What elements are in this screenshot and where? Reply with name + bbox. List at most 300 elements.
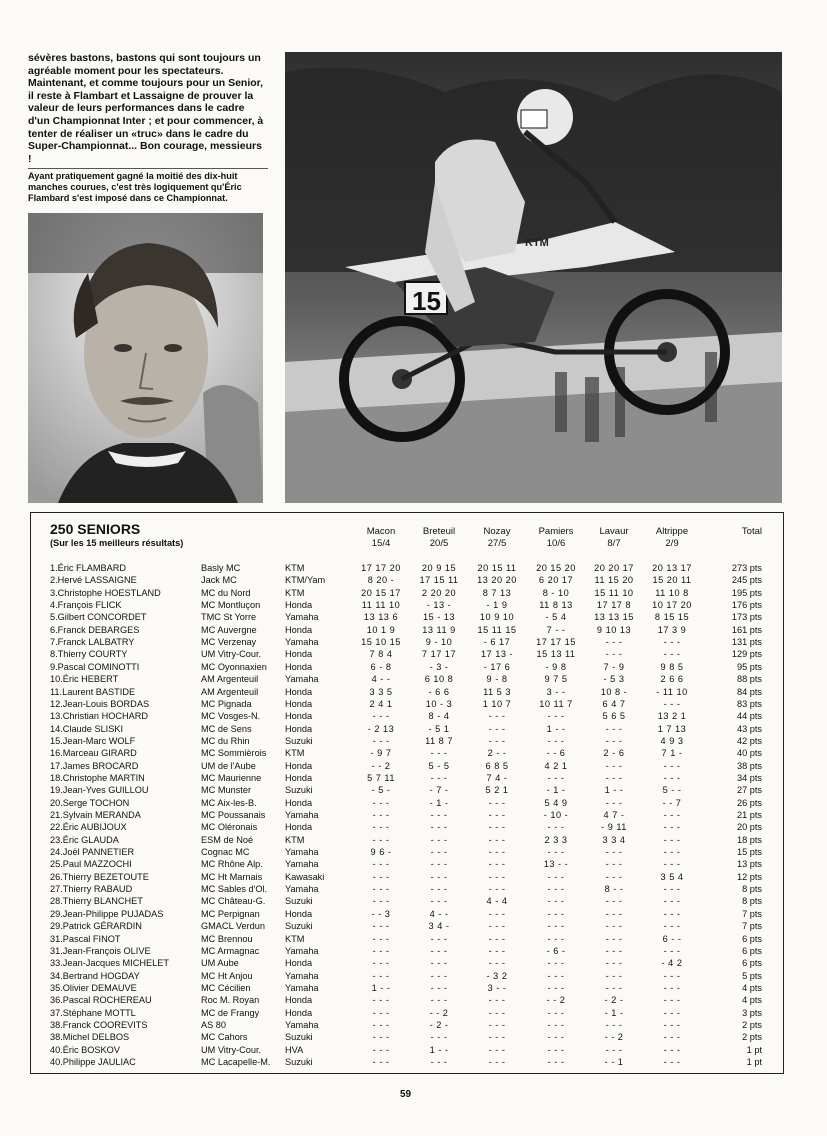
rider-total: 4 pts bbox=[742, 995, 762, 1006]
race-result: - 5 3 bbox=[603, 674, 625, 685]
race-result: 17 17 8 bbox=[596, 600, 632, 611]
race-result: - - 3 bbox=[371, 908, 391, 919]
race-result: - - - bbox=[430, 884, 448, 895]
race-result: - - - bbox=[605, 945, 623, 956]
race-result: - - - bbox=[663, 822, 681, 833]
rider-bike: KTM/Yam bbox=[285, 575, 326, 586]
table-row bbox=[0, 821, 827, 833]
rider-total: 88 pts bbox=[736, 674, 762, 685]
rider-club: MC Brennou bbox=[201, 933, 253, 944]
rider-name: 8.Thierry COURTY bbox=[50, 649, 128, 660]
table-row bbox=[0, 957, 827, 969]
race-result: - 3 2 bbox=[486, 970, 508, 981]
rider-name: 31.Jean-François OLIVE bbox=[50, 945, 151, 956]
race-result: - - - bbox=[488, 921, 506, 932]
race-result: - - - bbox=[605, 908, 623, 919]
rider-bike: Honda bbox=[285, 772, 313, 783]
rider-bike: Yamaha bbox=[285, 982, 319, 993]
rider-name: 40.Philippe JAULIAC bbox=[50, 1057, 136, 1067]
race-result: - - - bbox=[605, 896, 623, 907]
rider-total: 15 pts bbox=[736, 847, 762, 858]
rider-club: MC Oyonnaxien bbox=[201, 661, 267, 672]
race-result: - - - bbox=[372, 1019, 390, 1030]
race-result: - - - bbox=[372, 822, 390, 833]
race-result: 7 - - bbox=[546, 624, 566, 635]
race-result: - - - bbox=[488, 735, 506, 746]
rider-total: 42 pts bbox=[736, 735, 762, 746]
race-result: 20 15 17 bbox=[361, 587, 401, 598]
rider-total: 34 pts bbox=[736, 772, 762, 783]
table-row bbox=[0, 908, 827, 920]
race-result: - - - bbox=[547, 896, 565, 907]
bike-number-plate: 15 bbox=[412, 286, 441, 316]
rider-club: MC Sommièrois bbox=[201, 748, 267, 759]
rider-bike: KTM bbox=[285, 834, 305, 845]
race-result: - - - bbox=[430, 1032, 448, 1043]
race-result: - - - bbox=[605, 921, 623, 932]
race-result: 3 3 5 bbox=[369, 686, 393, 697]
race-result: - - - bbox=[430, 810, 448, 820]
race-result: 10 11 7 bbox=[539, 698, 573, 709]
race-result: 17 17 20 bbox=[361, 563, 401, 573]
race-result: 6 - 8 bbox=[370, 661, 392, 672]
race-result: 6 20 17 bbox=[538, 575, 574, 586]
race-result: 2 - 6 bbox=[603, 748, 625, 759]
rider-name: 36.Pascal ROCHEREAU bbox=[50, 995, 152, 1006]
rider-name: 23.Éric GLAUDA bbox=[50, 834, 119, 845]
event-date: 27/5 bbox=[487, 537, 507, 549]
rider-bike: Honda bbox=[285, 822, 313, 833]
race-result: - - - bbox=[372, 735, 390, 746]
table-row bbox=[0, 1031, 827, 1043]
rider-club: MC Château-G. bbox=[201, 896, 266, 907]
rider-club: Basly MC bbox=[201, 563, 241, 573]
rider-total: 7 pts bbox=[742, 921, 762, 932]
rider-bike: Yamaha bbox=[285, 970, 319, 981]
race-result: - - - bbox=[547, 711, 565, 722]
rider-club: UM Aube bbox=[201, 958, 239, 969]
race-result: - 1 9 bbox=[486, 600, 508, 611]
rider-name: 14.Claude SLISKI bbox=[50, 723, 124, 734]
race-result: - 6 6 bbox=[428, 686, 450, 697]
race-result: - - - bbox=[605, 760, 623, 771]
race-result: 7 17 17 bbox=[421, 649, 457, 660]
table-row bbox=[0, 747, 827, 759]
rider-bike: Honda bbox=[285, 1007, 313, 1018]
race-result: - - - bbox=[547, 1019, 565, 1030]
race-result: - - - bbox=[663, 970, 681, 981]
event-date: 8/7 bbox=[607, 537, 621, 549]
race-result: - - - bbox=[663, 1057, 681, 1067]
rider-name: 11.Laurent BASTIDE bbox=[50, 686, 136, 697]
event-header-4 bbox=[528, 526, 584, 549]
race-result: - 3 - bbox=[429, 661, 449, 672]
race-result: - 1 - bbox=[546, 785, 566, 796]
race-result: - - - bbox=[547, 933, 565, 944]
rider-total: 8 pts bbox=[742, 884, 762, 895]
rider-club: MC Ht Anjou bbox=[201, 970, 253, 981]
table-row bbox=[0, 624, 827, 636]
race-result: - - - bbox=[488, 995, 506, 1006]
race-result: - - 2 bbox=[604, 1032, 624, 1043]
rider-name: 1.Éric FLAMBARD bbox=[50, 563, 127, 573]
race-result: 8 15 15 bbox=[654, 612, 690, 623]
race-result: 2 20 20 bbox=[421, 587, 457, 598]
table-row bbox=[0, 686, 827, 698]
table-row bbox=[0, 587, 827, 599]
rider-total: 21 pts bbox=[736, 810, 762, 820]
race-result: 3 - - bbox=[546, 686, 566, 697]
race-result: - - - bbox=[663, 921, 681, 932]
race-result: - 13 - bbox=[426, 600, 452, 611]
race-result: 7 8 4 bbox=[369, 649, 393, 660]
rider-club: MC Oléronais bbox=[201, 822, 258, 833]
rider-total: 8 pts bbox=[742, 896, 762, 907]
race-result: 1 - - bbox=[604, 785, 624, 796]
race-result: - 2 - bbox=[429, 1019, 449, 1030]
table-row bbox=[0, 1044, 827, 1056]
race-result: - - - bbox=[488, 847, 506, 858]
race-result: 8 - - bbox=[604, 884, 624, 895]
race-result: - - - bbox=[430, 772, 448, 783]
rider-club: MC Montluçon bbox=[201, 600, 261, 611]
race-result: - - - bbox=[488, 933, 506, 944]
race-result: - - - bbox=[605, 871, 623, 882]
race-result: - - - bbox=[488, 871, 506, 882]
race-result: - - - bbox=[547, 1057, 565, 1067]
race-result: 20 15 11 bbox=[477, 563, 517, 573]
rider-total: 131 pts bbox=[731, 637, 762, 648]
race-result: - - - bbox=[372, 884, 390, 895]
race-result: - - - bbox=[605, 723, 623, 734]
table-row bbox=[0, 933, 827, 945]
race-result: - - - bbox=[547, 970, 565, 981]
race-result: - - - bbox=[663, 847, 681, 858]
rider-total: 27 pts bbox=[736, 785, 762, 796]
race-result: - - - bbox=[430, 859, 448, 870]
event-header-3 bbox=[469, 526, 525, 549]
race-result: - - - bbox=[663, 649, 681, 660]
rider-total: 245 pts bbox=[731, 575, 762, 586]
event-date: 2/9 bbox=[665, 537, 679, 549]
race-result: - - - bbox=[430, 970, 448, 981]
rider-bike: Honda bbox=[285, 649, 313, 660]
table-row bbox=[0, 1019, 827, 1031]
race-result: 13 11 9 bbox=[422, 624, 456, 635]
race-result: 9 7 5 bbox=[544, 674, 568, 685]
rider-bike: KTM bbox=[285, 563, 305, 573]
motocross-action-photo bbox=[285, 52, 782, 503]
table-row bbox=[0, 673, 827, 685]
race-result: - - - bbox=[547, 847, 565, 858]
rider-total: 3 pts bbox=[742, 1007, 762, 1018]
rider-bike: KTM bbox=[285, 748, 305, 759]
table-row bbox=[0, 970, 827, 982]
race-result: - - - bbox=[605, 637, 623, 648]
rider-name: 9.Pascal COMINOTTI bbox=[50, 661, 140, 672]
rider-name: 4.François FLICK bbox=[50, 600, 122, 611]
rider-name: 27.Thierry RABAUD bbox=[50, 884, 133, 895]
table-row bbox=[0, 562, 827, 574]
rider-club: MC de Sens bbox=[201, 723, 252, 734]
race-result: 3 5 4 bbox=[660, 871, 684, 882]
race-result: 15 13 11 bbox=[536, 649, 576, 660]
rider-bike: Honda bbox=[285, 760, 313, 771]
race-result: 6 4 7 bbox=[602, 698, 626, 709]
race-result: - - - bbox=[372, 797, 390, 808]
table-subtitle: (Sur les 15 meilleurs résultats) bbox=[50, 538, 184, 548]
rider-bike: Yamaha bbox=[285, 847, 319, 858]
event-header-1 bbox=[353, 526, 409, 549]
table-row bbox=[0, 809, 827, 821]
rider-name: 19.Jean-Yves GUILLOU bbox=[50, 785, 149, 796]
event-date: 15/4 bbox=[371, 537, 391, 549]
race-result: - - - bbox=[663, 884, 681, 895]
rider-name: 17.James BROCARD bbox=[50, 760, 139, 771]
race-result: 10 9 10 bbox=[479, 612, 515, 623]
rider-bike: Suzuki bbox=[285, 1057, 313, 1067]
rider-club: MC du Rhin bbox=[201, 735, 250, 746]
rider-name: 26.Thierry BEZETOUTE bbox=[50, 871, 149, 882]
rider-total: 84 pts bbox=[736, 686, 762, 697]
rider-name: 38.Franck COOREVITS bbox=[50, 1019, 148, 1030]
race-result: 10 8 - bbox=[600, 686, 628, 697]
race-result: 6 8 5 bbox=[485, 760, 509, 771]
table-row bbox=[0, 982, 827, 994]
rider-bike: Honda bbox=[285, 797, 313, 808]
race-result: 20 15 20 bbox=[536, 563, 576, 573]
event-header-2 bbox=[411, 526, 467, 549]
race-result: 8 20 - bbox=[367, 575, 395, 586]
rider-name: 18.Christophe MARTIN bbox=[50, 772, 145, 783]
race-result: - - - bbox=[605, 859, 623, 870]
race-result: - - - bbox=[488, 822, 506, 833]
race-result: 6 10 8 bbox=[424, 674, 454, 685]
rider-club: MC Verzenay bbox=[201, 637, 257, 648]
rider-bike: Honda bbox=[285, 908, 313, 919]
table-row bbox=[0, 772, 827, 784]
race-result: - - - bbox=[430, 995, 448, 1006]
race-result: - - - bbox=[430, 896, 448, 907]
rider-bike: Honda bbox=[285, 624, 313, 635]
photo-caption: Ayant pratiquement gagné la moitié des dix-huit manches courues, c'est très logiquement qu'Éric Flambard s'est imposé dans ce Championnat. bbox=[28, 171, 242, 204]
race-result: 13 - - bbox=[543, 859, 569, 870]
rider-club: TMC St Yorre bbox=[201, 612, 257, 623]
race-result: - - 2 bbox=[371, 760, 391, 771]
race-result: 11 11 10 bbox=[361, 600, 401, 611]
race-result: - - - bbox=[663, 810, 681, 820]
rider-bike: Suzuki bbox=[285, 896, 313, 907]
table-row bbox=[0, 994, 827, 1006]
table-row bbox=[0, 735, 827, 747]
rider-bike: Honda bbox=[285, 958, 313, 969]
rider-total: 6 pts bbox=[742, 933, 762, 944]
rider-total: 18 pts bbox=[736, 834, 762, 845]
rider-total: 1 pt bbox=[746, 1057, 762, 1067]
rider-name: 15.Jean-Marc WOLF bbox=[50, 735, 136, 746]
rider-total: 83 pts bbox=[736, 698, 762, 709]
race-result: - - - bbox=[605, 649, 623, 660]
race-result: - - - bbox=[372, 921, 390, 932]
race-result: - - - bbox=[488, 810, 506, 820]
race-result: 7 - 9 bbox=[603, 661, 625, 672]
race-result: 13 13 15 bbox=[594, 612, 634, 623]
race-result: 2 - - bbox=[487, 748, 507, 759]
race-result: 11 8 13 bbox=[539, 600, 573, 611]
race-result: - - - bbox=[372, 933, 390, 944]
table-row bbox=[0, 611, 827, 623]
rider-club: Roc M. Royan bbox=[201, 995, 260, 1006]
race-result: 7 1 - bbox=[661, 748, 683, 759]
rider-name: 6.Franck DEBARGES bbox=[50, 624, 140, 635]
race-result: - 17 6 bbox=[483, 661, 511, 672]
rider-name: 29.Jean-Philippe PUJADAS bbox=[50, 908, 164, 919]
caption-divider bbox=[28, 168, 268, 169]
race-result: - - - bbox=[547, 908, 565, 919]
rider-name: 35.Olivier DEMAUVE bbox=[50, 982, 137, 993]
race-result: - - - bbox=[430, 822, 448, 833]
race-result: - 5 - bbox=[371, 785, 391, 796]
rider-bike: Yamaha bbox=[285, 945, 319, 956]
race-result: - - - bbox=[430, 847, 448, 858]
rider-total: 173 pts bbox=[731, 612, 762, 623]
race-result: 4 - - bbox=[429, 908, 449, 919]
rider-name: 13.Christian HOCHARD bbox=[50, 711, 149, 722]
race-result: 11 8 7 bbox=[425, 735, 453, 746]
race-result: - - - bbox=[547, 822, 565, 833]
race-result: - - - bbox=[547, 982, 565, 993]
race-result: - - - bbox=[605, 797, 623, 808]
event-venue: Altrippe bbox=[655, 526, 689, 537]
rider-name: 33.Jean-Jacques MICHELET bbox=[50, 958, 169, 969]
race-result: 7 4 - bbox=[486, 772, 508, 783]
rider-club: MC de Frangy bbox=[201, 1007, 260, 1018]
race-result: 11 5 3 bbox=[483, 686, 511, 697]
race-result: - - - bbox=[605, 958, 623, 969]
race-result: - - - bbox=[547, 921, 565, 932]
race-result: - - 6 bbox=[546, 748, 566, 759]
race-result: - - - bbox=[372, 958, 390, 969]
race-result: - - - bbox=[488, 958, 506, 969]
rider-club: MC Vosges-N. bbox=[201, 711, 261, 722]
race-result: 4 - 4 bbox=[486, 896, 508, 907]
race-result: - 6 - bbox=[546, 945, 566, 956]
race-result: 2 3 3 bbox=[544, 834, 568, 845]
rider-total: 7 pts bbox=[742, 908, 762, 919]
race-result: - 7 - bbox=[429, 785, 449, 796]
rider-club: MC du Nord bbox=[201, 587, 251, 598]
race-result: 3 - - bbox=[487, 982, 507, 993]
race-result: - - - bbox=[605, 735, 623, 746]
rider-bike: Yamaha bbox=[285, 859, 319, 870]
race-result: - - - bbox=[372, 859, 390, 870]
rider-name: 37.Stéphane MOTTL bbox=[50, 1007, 136, 1018]
rider-total: 13 pts bbox=[736, 859, 762, 870]
race-result: - - - bbox=[663, 995, 681, 1006]
race-result: - - - bbox=[430, 748, 448, 759]
race-result: - 9 11 bbox=[601, 822, 627, 833]
race-result: - - - bbox=[372, 945, 390, 956]
race-result: - - - bbox=[663, 908, 681, 919]
race-result: - - - bbox=[430, 1057, 448, 1067]
race-result: - 9 8 bbox=[545, 661, 567, 672]
race-result: - - - bbox=[488, 711, 506, 722]
rider-name: 29.Patrick GÉRARDIN bbox=[50, 921, 142, 932]
race-result: 1 - - bbox=[429, 1044, 449, 1055]
race-result: - - - bbox=[605, 933, 623, 944]
race-result: 15 - 13 bbox=[422, 612, 456, 623]
rider-total: 129 pts bbox=[731, 649, 762, 660]
race-result: 3 3 4 bbox=[602, 834, 626, 845]
race-result: - 5 1 bbox=[428, 723, 450, 734]
rider-name: 28.Thierry BLANCHET bbox=[50, 896, 143, 907]
rider-total: 38 pts bbox=[736, 760, 762, 771]
rider-total: 5 pts bbox=[742, 970, 762, 981]
race-result: 6 - - bbox=[662, 933, 682, 944]
rider-bike: Suzuki bbox=[285, 735, 313, 746]
race-result: 15 10 15 bbox=[361, 637, 401, 648]
race-result: - - - bbox=[605, 970, 623, 981]
rider-name: 25.Paul MAZZOCHI bbox=[50, 859, 132, 870]
table-row bbox=[0, 698, 827, 710]
rider-name: 7.Franck LALBATRY bbox=[50, 637, 135, 648]
intro-paragraph bbox=[28, 52, 266, 165]
event-venue: Macon bbox=[366, 526, 396, 537]
rider-total: 273 pts bbox=[731, 563, 762, 573]
table-row bbox=[0, 895, 827, 907]
rider-bike: Honda bbox=[285, 995, 313, 1006]
race-result: 11 10 8 bbox=[655, 587, 689, 598]
race-result: 5 7 11 bbox=[367, 772, 395, 783]
rider-name: 22.Éric AUBIJOUX bbox=[50, 822, 127, 833]
table-row bbox=[0, 858, 827, 870]
race-result: - 1 - bbox=[604, 1007, 624, 1018]
race-result: 4 2 1 bbox=[544, 760, 568, 771]
rider-bike: Honda bbox=[285, 698, 313, 709]
rider-name: 40.Éric BOSKOV bbox=[50, 1044, 120, 1055]
race-result: 1 - - bbox=[371, 982, 391, 993]
table-row bbox=[0, 846, 827, 858]
race-result: 17 15 11 bbox=[419, 575, 459, 586]
rider-club: UM Vitry-Cour. bbox=[201, 649, 262, 660]
table-row bbox=[0, 834, 827, 846]
race-result: - - - bbox=[488, 1007, 506, 1018]
race-result: - - - bbox=[605, 1019, 623, 1030]
race-result: 8 7 13 bbox=[482, 587, 512, 598]
rider-name: 12.Jean-Louis BORDAS bbox=[50, 698, 150, 709]
race-result: 10 17 20 bbox=[652, 600, 692, 611]
race-result: - - - bbox=[605, 772, 623, 783]
race-result: 8 - 10 bbox=[542, 587, 570, 598]
rider-club: MC Auvergne bbox=[201, 624, 257, 635]
race-result: - - 2 bbox=[546, 995, 566, 1006]
race-result: - 10 - bbox=[543, 810, 569, 820]
rider-total: 161 pts bbox=[731, 624, 762, 635]
table-row bbox=[0, 797, 827, 809]
rider-bike: Suzuki bbox=[285, 1032, 313, 1043]
rider-bike: Yamaha bbox=[285, 810, 319, 820]
race-result: - - - bbox=[372, 1044, 390, 1055]
rider-club: MC Armagnac bbox=[201, 945, 260, 956]
race-result: - 5 4 bbox=[545, 612, 567, 623]
race-result: - - - bbox=[605, 1044, 623, 1055]
race-result: 11 15 20 bbox=[594, 575, 634, 586]
race-result: 4 9 3 bbox=[660, 735, 684, 746]
rider-total: 4 pts bbox=[742, 982, 762, 993]
rider-total: 176 pts bbox=[731, 600, 762, 611]
race-result: - - - bbox=[488, 834, 506, 845]
rider-portrait-photo bbox=[28, 213, 263, 503]
